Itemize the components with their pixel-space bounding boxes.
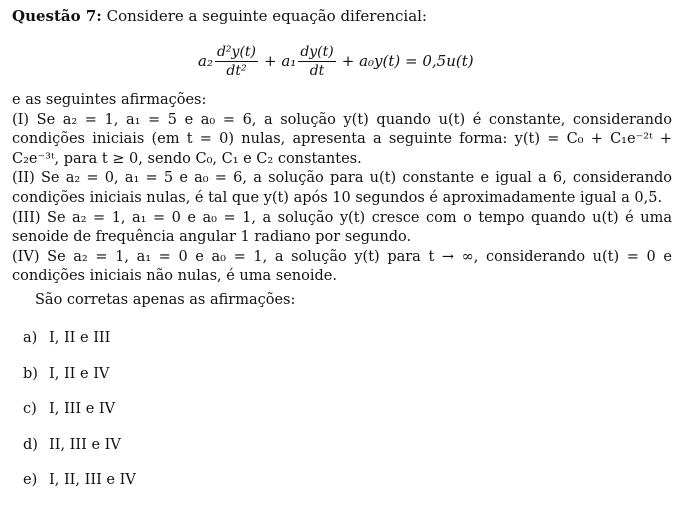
option-text: I, II, III e IV <box>49 472 136 488</box>
first-derivative-numerator: dy(t) <box>300 43 334 60</box>
statement-iv: (IV) Se a₂ = 1, a₁ = 0 e a₀ = 1, a solução y(t) para t → ∞, considerando u(t) = 0 e condições iniciais não nulas, é uma senoide. <box>12 248 672 285</box>
second-derivative-numerator: d²y(t) <box>216 43 257 60</box>
option-letter: e) <box>23 472 38 488</box>
question-header <box>12 6 427 26</box>
statement-i: (I) Se a₂ = 1, a₁ = 5 e a₀ = 6, a solução y(t) quando u(t) é constante, considerando condições iniciais (em t = 0) nulas, apresenta a seguinte forma: y(t) = C₀ + C₁e⁻²ᵗ + C₂e⁻³ᵗ, para t ≥ 0, sendo C₀, C₁ e C₂ constantes. <box>12 111 672 167</box>
statement-ii: (II) Se a₂ = 0, a₁ = 5 e a₀ = 6, a solução para u(t) constante e igual a 6, considerando condições iniciais nulas, é tal que y(t) após 10 segundos é aproximadamente igual a 0,5. <box>12 170 672 206</box>
equation-rest: + a₀y(t) = 0,5u(t) <box>341 52 474 70</box>
question-number: Questão 7: <box>12 7 102 25</box>
option-text: I, II e III <box>49 330 111 346</box>
statements-intro: e as seguintes afirmações: <box>12 92 207 108</box>
option-letter: b) <box>23 365 38 382</box>
option-text: I, II e IV <box>49 365 110 382</box>
option-letter: a) <box>23 330 38 346</box>
statement-iii: (III) Se a₂ = 1, a₁ = 0 e a₀ = 1, a solução y(t) cresce com o tempo quando u(t) é uma senoide de frequência angular 1 radiano por segundo. <box>12 209 672 246</box>
option-c[interactable] <box>23 399 136 435</box>
option-text: I, III e IV <box>49 401 116 417</box>
differential-equation <box>198 36 474 86</box>
equation-plus-a1: + a₁ <box>264 52 297 70</box>
option-letter: c) <box>23 401 37 417</box>
answer-options <box>23 328 136 506</box>
second-derivative-denominator: dt² <box>226 62 247 79</box>
answer-prompt: São corretas apenas as afirmações: <box>35 292 296 308</box>
option-text: II, III e IV <box>49 436 121 453</box>
option-d[interactable] <box>23 435 136 471</box>
question-intro: Considere a seguinte equação diferencial: <box>106 7 427 25</box>
first-derivative-fraction <box>298 43 335 80</box>
equation-coef-a2: a₂ <box>198 52 213 70</box>
option-e[interactable] <box>23 470 136 506</box>
option-a[interactable] <box>23 328 136 364</box>
second-derivative-fraction <box>215 43 258 80</box>
option-letter: d) <box>23 436 38 453</box>
first-derivative-denominator: dt <box>309 62 325 79</box>
option-b[interactable] <box>23 364 136 400</box>
statements-block <box>12 91 672 287</box>
